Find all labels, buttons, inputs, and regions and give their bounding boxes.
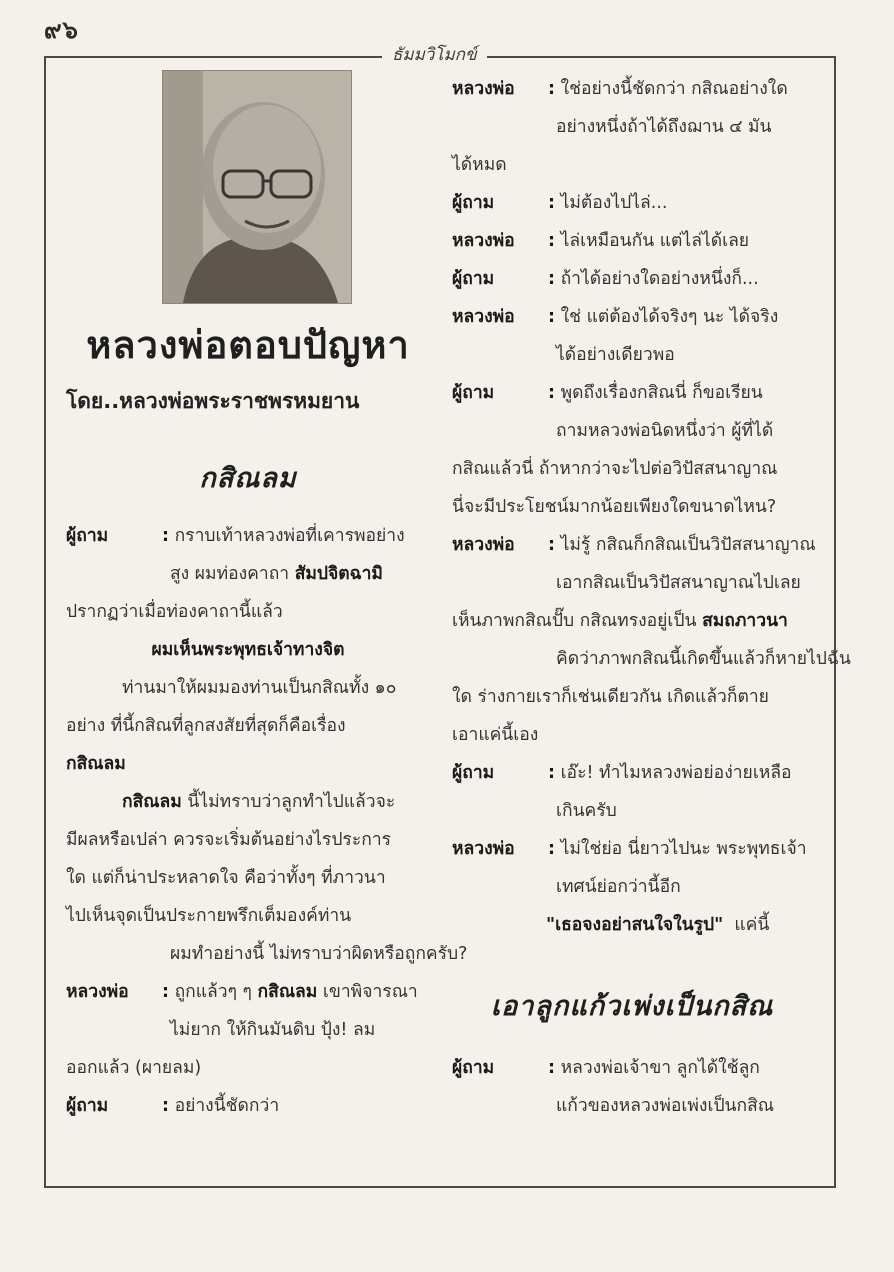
text-line: หลวงพ่อเจ้าขา ลูกได้ใช้ลูก — [560, 1058, 760, 1078]
speaker-label: หลวงพ่อ — [452, 307, 515, 327]
text-line: แก้วของหลวงพ่อเพ่งเป็นกสิณ — [556, 1096, 775, 1116]
speaker-label: ผู้ถาม — [452, 1058, 495, 1078]
text-line: ใด ร่างกายเราก็เช่นเดียวกัน เกิดแล้วก็ตาย — [452, 687, 769, 707]
text-line: เขาพิจารณา — [322, 982, 418, 1002]
text-line: ไม่ใช่ย่อ นี่ยาวไปนะ พระพุทธเจ้า — [560, 839, 807, 859]
emphasis-text: กสิณลม — [66, 754, 126, 774]
monk-portrait-icon — [163, 71, 351, 303]
speaker-colon: : — [162, 982, 169, 1002]
text-line: ไม่รู้ กสิณก็กสิณเป็นวิปัสสนาญาณ — [560, 535, 816, 555]
column-byline: โดย..หลวงพ่อพระราชพรหมยาน — [66, 389, 360, 413]
emphasis-text: สัมปจิตฉามิ — [294, 564, 383, 584]
text-line: อย่าง ที่นี้กสิณที่ลูกสงสัยที่สุดก็คือเรื่อง — [66, 716, 346, 736]
speaker-label: หลวงพ่อ — [452, 79, 515, 99]
text-line: ไม่ยาก ให้กินมันดิบ ปุ้ง! ลม — [170, 1020, 376, 1040]
speaker-colon: : — [548, 839, 555, 859]
text-line: ไปเห็นจุดเป็นประกายพรึกเต็มองค์ท่าน — [66, 906, 352, 926]
speaker-label: ผู้ถาม — [452, 269, 495, 289]
text-line: อย่างนี้ชัดกว่า — [174, 1096, 280, 1116]
speaker-label: ผู้ถาม — [452, 383, 495, 403]
speaker-label: หลวงพ่อ — [452, 839, 515, 859]
text-line: เอาแค่นี้เอง — [452, 725, 539, 745]
monk-photo — [162, 70, 352, 304]
speaker-label: ผู้ถาม — [452, 763, 495, 783]
speaker-colon: : — [548, 383, 555, 403]
speaker-colon: : — [162, 1096, 169, 1116]
text-line: ไล่เหมือนกัน แต่ไล่ได้เลย — [560, 231, 750, 251]
section-heading: เอาลูกแก้วเพ่งเป็นกสิณ — [490, 991, 774, 1022]
text-line: ผมทำอย่างนี้ ไม่ทราบว่าผิดหรือถูกครับ? — [170, 944, 468, 964]
emphasis-paragraph: ผมเห็นพระพุทธเจ้าทางจิต — [151, 640, 345, 660]
speaker-colon: : — [548, 1058, 555, 1078]
text-line: ได้หมด — [452, 155, 507, 175]
emphasis-text: กสิณลม — [257, 982, 318, 1002]
text-line: ถามหลวงพ่อนิดหนึ่งว่า ผู้ที่ได้ — [556, 421, 774, 441]
speaker-label: ผู้ถาม — [66, 526, 109, 546]
journal-name: ธัมมวิโมกข์ — [382, 42, 487, 68]
text-line: พูดถึงเรื่องกสิณนี่ ก็ขอเรียน — [560, 383, 763, 403]
left-column — [66, 70, 468, 1125]
text-line: สูง ผมท่องคาถา — [170, 564, 290, 584]
text-line: ใช่ แต่ต้องได้จริงๆ นะ ได้จริง — [560, 307, 779, 327]
speaker-colon: : — [548, 763, 555, 783]
column-title: หลวงพ่อตอบปัญหา — [86, 323, 410, 367]
text-line: อย่างหนึ่งถ้าได้ถึงฌาน ๔ มัน — [556, 117, 772, 137]
text-line: ออกแล้ว (ผายลม) — [66, 1058, 202, 1078]
speaker-colon: : — [548, 193, 555, 213]
text-line: คิดว่าภาพกสิณนี้เกิดขึ้นแล้วก็หายไปฉัน — [556, 649, 851, 669]
text-line: กสิณแล้วนี่ ถ้าหากว่าจะไปต่อวิปัสสนาญาณ — [452, 459, 778, 479]
speaker-colon: : — [548, 535, 555, 555]
text-line: กราบเท้าหลวงพ่อที่เคารพอย่าง — [174, 526, 405, 546]
text-line: ถ้าได้อย่างใดอย่างหนึ่งก็... — [560, 269, 759, 289]
section-heading: กสิณลม — [199, 463, 297, 494]
text-line: ใด แต่ก็น่าประหลาดใจ คือว่าทั้งๆ ที่ภาวนา — [66, 868, 386, 888]
speaker-label: ผู้ถาม — [452, 193, 495, 213]
right-column — [452, 70, 851, 1125]
quoted-teaching: "เธอจงอย่าสนใจในรูป" — [546, 915, 724, 935]
text-line: ปรากฏว่าเมื่อท่องคาถานี้แล้ว — [66, 602, 283, 622]
speaker-colon: : — [548, 79, 555, 99]
speaker-label: หลวงพ่อ — [452, 231, 515, 251]
speaker-colon: : — [548, 307, 555, 327]
text-line: ถูกแล้วๆ ๆ — [174, 982, 252, 1002]
text-line: นี้ไม่ทราบว่าลูกทำไปแล้วจะ — [187, 792, 396, 812]
text-line: แค่นี้ — [734, 915, 770, 935]
speaker-label: ผู้ถาม — [66, 1096, 109, 1116]
emphasis-text: สมถภาวนา — [702, 611, 788, 631]
speaker-label: หลวงพ่อ — [66, 982, 129, 1002]
text-line: เห็นภาพกสิณปั๊บ กสิณทรงอยู่เป็น — [452, 611, 697, 631]
text-line: ไม่ต้องไปไล่... — [560, 193, 668, 213]
speaker-colon: : — [548, 269, 555, 289]
text-line: ได้อย่างเดียวพอ — [556, 345, 675, 365]
text-line: ใช่อย่างนี้ชัดกว่า กสิณอย่างใด — [560, 79, 788, 99]
speaker-label: หลวงพ่อ — [452, 535, 515, 555]
emphasis-text: กสิณลม — [122, 792, 182, 812]
text-line: เอ๊ะ! ทำไมหลวงพ่อย่อง่ายเหลือ — [560, 763, 792, 783]
page-number: ๙๖ — [44, 16, 79, 44]
text-line: มีผลหรือเปล่า ควรจะเริ่มต้นอย่างไรประการ — [66, 830, 392, 850]
text-line: เทศน์ย่อกว่านี้อีก — [556, 877, 681, 897]
text-line: เกินครับ — [556, 801, 617, 821]
text-line: เอากสิณเป็นวิปัสสนาญาณไปเลย — [556, 573, 801, 593]
text-line: นี่จะมีประโยชน์มากน้อยเพียงใดขนาดไหน? — [452, 497, 777, 517]
speaker-colon: : — [162, 526, 169, 546]
speaker-colon: : — [548, 231, 555, 251]
text-line: ท่านมาให้ผมมองท่านเป็นกสิณทั้ง ๑๐ — [122, 678, 397, 698]
